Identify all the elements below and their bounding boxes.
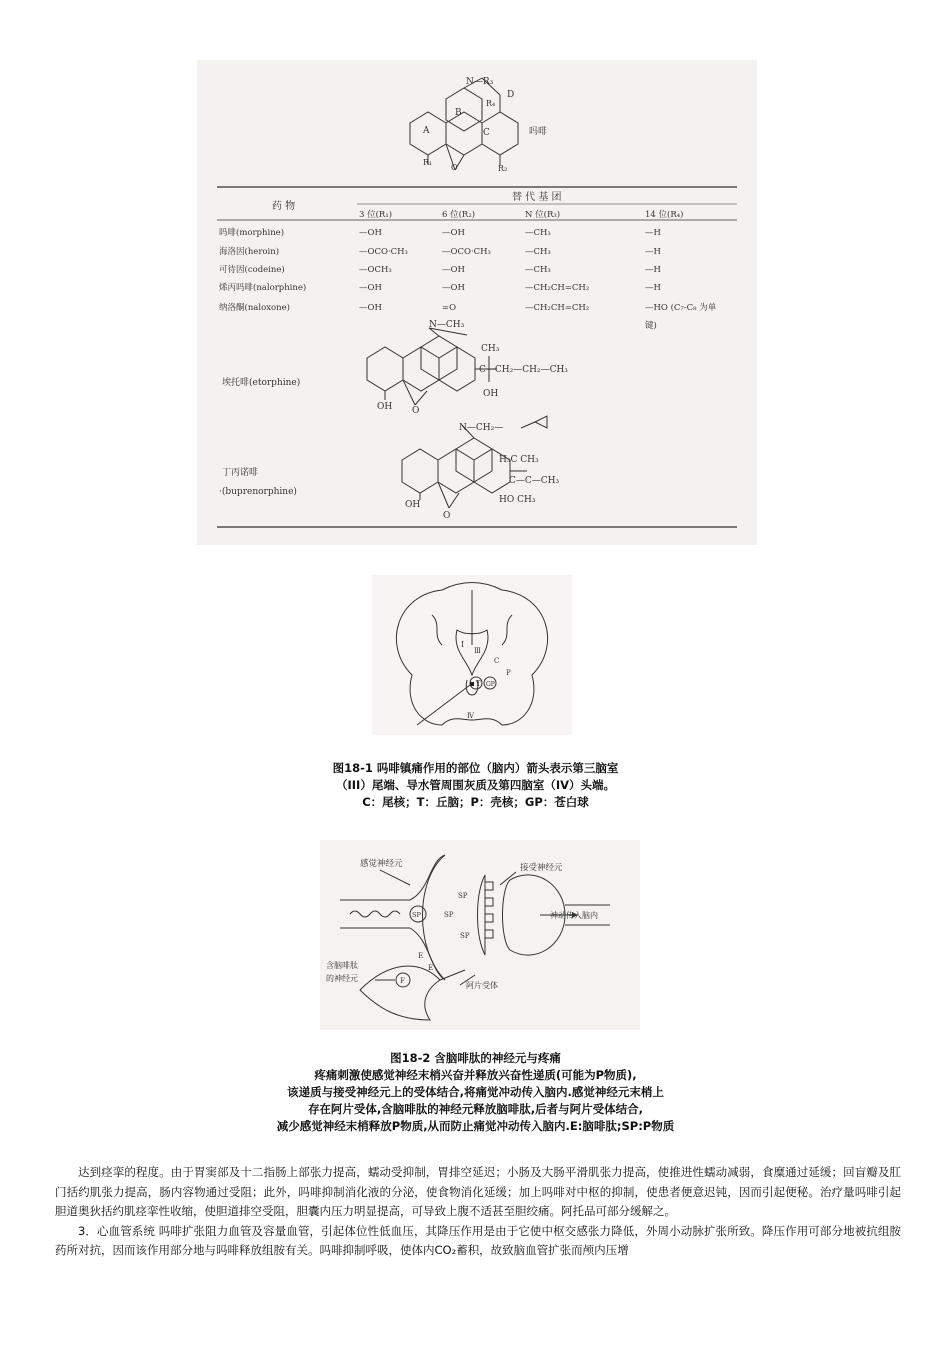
svg-text:OH: OH [405,500,421,510]
etorphine-structure [367,328,497,405]
svg-text:CH₃: CH₃ [481,344,500,354]
svg-text:P: P [506,669,511,677]
svg-text:I: I [461,640,465,649]
svg-text:—OCO·CH₃: —OCO·CH₃ [359,247,408,257]
neuron-synapse-figure [320,840,640,1030]
buprenorphine-label-en: ·(buprenorphine) [219,487,297,497]
row-name: 纳洛酮(naloxone) [219,303,290,313]
svg-text:—OH: —OH [442,228,465,238]
svg-text:A: A [423,126,430,136]
svg-text:—CH₃: —CH₃ [525,265,551,275]
svg-text:OH: OH [483,389,499,399]
figure-18-2-caption: 图18-2 含脑啡肽的神经元与疼痛 疼痛刺激使感觉神经末梢兴奋并释放兴奋性递质(可能为P物质), 该递质与接受神经元上的受体结合,将痛觉冲动传入脑内.感觉神经元末梢上 存在阿片受体,含脑啡肽的神经元释放脑啡肽,后者与阿片受体结合, 减少感觉神经末梢释放P物质,从而防止痛觉冲动传入脑内.E:脑啡肽;SP:P物质 [276,1051,675,1133]
svg-text:E: E [418,952,424,960]
svg-text:—CH₂CH=CH₂: —CH₂CH=CH₂ [525,303,590,313]
body-text [55,1163,901,1261]
subheader-r4: 14 位(R₄) [645,210,684,220]
receiving-neuron-label: 接受神经元 [520,863,563,873]
svg-text:D: D [507,90,515,100]
svg-text:SP: SP [412,911,421,919]
svg-text:—OH: —OH [442,265,465,275]
table-rows [219,227,717,331]
svg-text:—OH: —OH [359,228,382,238]
site-marker [470,682,474,686]
svg-text:E: E [428,964,434,972]
svg-text:—CH₂CH=CH₂: —CH₂CH=CH₂ [525,283,590,293]
morphine-derivatives-figure [197,60,757,545]
svg-text:—CH₃: —CH₃ [525,247,551,257]
svg-text:C: C [483,128,490,138]
svg-text:R₂: R₂ [498,164,508,173]
paragraph: 3．心血管系统 吗啡扩张阻力血管及容量血管，引起体位性低血压，其降压作用是由于它使中枢交感张力降低，外周小动脉扩张所致。降压作用可部分地被抗组胺药所对抗，因而该作用部分地与吗啡释放组胺有关。吗啡抑制呼吸，使体内CO₂蓄积，故致脑血管扩张而颅内压增 [55,1223,901,1257]
opioid-receptor-label: 阿片受体 [466,981,498,990]
svg-text:Ⅳ: Ⅳ [467,712,474,720]
sensory-neuron-label: 感觉神经元 [360,859,403,869]
brain-section-diagram [372,575,572,735]
svg-text:—H: —H [645,228,661,238]
synapse-diagram [320,840,640,1030]
impulse-label: 神动传入脑内 [550,911,598,920]
row-name: 海洛因(heroin) [219,247,280,257]
row-name: 可待因(codeine) [219,265,285,275]
row-name: 烯丙吗啡(nalorphine) [219,283,307,293]
svg-text:OH: OH [377,402,393,412]
svg-text:—OCO·CH₃: —OCO·CH₃ [442,247,491,257]
svg-text:O: O [412,406,420,416]
svg-text:C: C [494,657,500,665]
svg-text:H₃C CH₃: H₃C CH₃ [499,455,539,465]
svg-text:C—C—CH₃: C—C—CH₃ [509,476,560,486]
svg-text:R₄: R₄ [486,99,496,108]
svg-text:—H: —H [645,265,661,275]
figure-18-1-caption: 图18-1 吗啡镇痛作用的部位（脑内）箭头表示第三脑室 （III）尾端、导水管周围灰质及第四脑室（IV）头端。 C：尾核；T：丘脑；P：壳核；GP：苍白球 [332,761,619,809]
enkephalin-neuron-label: 含脑啡肽 [326,961,358,970]
svg-text:—OCH₃: —OCH₃ [359,265,392,275]
brain-diagram-figure [372,575,572,735]
svg-text:键): 键) [645,321,657,331]
paragraph: 达到痉挛的程度。由于胃窦部及十二指肠上部张力提高，蠕动受抑制，胃排空延迟；小肠及大肠平滑肌张力提高，使推进性蠕动减弱，食糜通过延缓；回盲瓣及肛门括约肌张力提高，肠内容物通过受阻；此外，吗啡抑制消化液的分泌，使食物消化延缓；加上吗啡对中枢的抑制，使患者便意迟钝，因而引起便秘。治疗量吗啡引起胆道奥狄括约肌痉挛性收缩，使胆道排空受阻，胆囊内压力明显提高，可导致上腹不适甚至胆绞痛。阿托品可部分缓解之。 [55,1165,901,1218]
subheader-r1: 3 位(R₁) [359,210,393,220]
svg-text:HO CH₃: HO CH₃ [499,495,536,505]
svg-text:N—CH₂—: N—CH₂— [459,423,504,433]
svg-text:—OH: —OH [359,303,382,313]
svg-text:C—CH₂—CH₂—CH₃: C—CH₂—CH₂—CH₃ [479,365,568,375]
svg-text:—CH₃: —CH₃ [525,228,551,238]
svg-text:SP: SP [444,911,454,919]
row-name: 吗啡(morphine) [219,228,285,238]
svg-text:O: O [451,163,458,172]
table-header-drug: 药 物 [272,201,296,212]
svg-text:R₁: R₁ [423,158,433,167]
svg-text:N—CH₃: N—CH₃ [429,320,465,330]
svg-text:T: T [476,680,481,688]
svg-text:=O: =O [442,303,457,313]
svg-text:—OH: —OH [442,283,465,293]
etorphine-label: 埃托啡(etorphine) [222,378,301,388]
svg-text:SP: SP [458,892,468,900]
svg-text:N—R₃: N—R₃ [466,77,494,87]
morphine-structure-diagram [197,60,757,545]
morphine-label: 吗啡 [529,127,548,137]
subheader-r3: N 位(R₃) [525,210,561,220]
subheader-r2: 6 位(R₂) [442,210,476,220]
table-header-group: 替 代 基 团 [512,192,562,203]
svg-text:的神经元: 的神经元 [326,974,358,983]
svg-text:—H: —H [645,283,661,293]
svg-text:—HO (C₇-C₈ 为单: —HO (C₇-C₈ 为单 [645,303,717,313]
svg-text:—OH: —OH [359,283,382,293]
svg-text:Ⅲ: Ⅲ [474,647,481,655]
svg-text:SP: SP [460,932,470,940]
svg-text:B: B [455,108,462,118]
svg-text:F: F [400,977,405,985]
svg-text:—H: —H [645,247,661,257]
svg-text:O: O [443,511,451,521]
svg-text:GP: GP [486,681,495,688]
buprenorphine-label-cn: 丁丙诺啡 [222,468,259,478]
